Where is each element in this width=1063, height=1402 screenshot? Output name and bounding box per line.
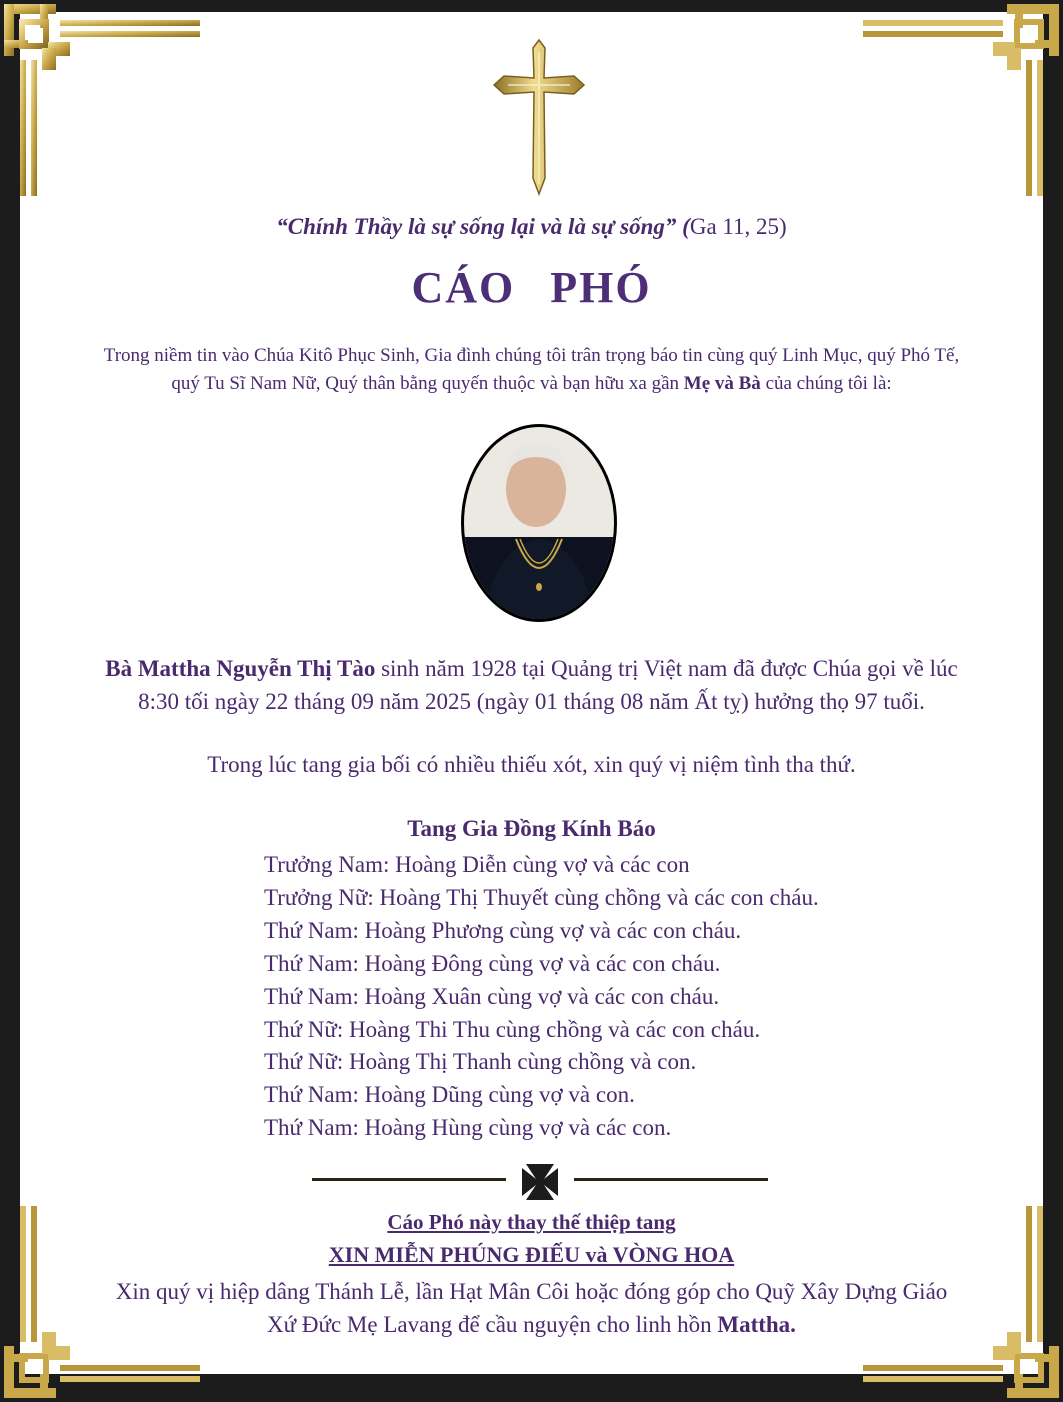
family-heading: Tang Gia Đồng Kính Báo bbox=[407, 816, 656, 841]
closing-line: Xứ Đức Mẹ Lavang để cầu nguyện cho linh hồn Mattha. bbox=[267, 1312, 796, 1337]
family-member: Thứ Nam: Hoàng Dũng cùng vợ và con. bbox=[264, 1082, 635, 1108]
family-member: Thứ Nam: Hoàng Hùng cùng vợ và các con. bbox=[264, 1115, 672, 1141]
family-member: Thứ Nam: Hoàng Phương cùng vợ và các con cháu. bbox=[264, 917, 742, 943]
closing-line: Xin quý vị hiệp dâng Thánh Lễ, lần Hạt Mân Côi hoặc đóng góp cho Quỹ Xây Dựng Giáo bbox=[115, 1279, 948, 1304]
family-member: Thứ Nam: Hoàng Xuân cùng vợ và các con cháu. bbox=[264, 983, 720, 1009]
family-member: Thứ Nam: Hoàng Đông cùng vợ và các con cháu. bbox=[264, 950, 721, 976]
notice-line: XIN MIỄN PHÚNG ĐIẾU và VÒNG HOA bbox=[328, 1242, 735, 1267]
family-member: Trưởng Nữ: Hoàng Thị Thuyết cùng chồng và các con cháu. bbox=[264, 884, 819, 910]
scripture-quote bbox=[40, 214, 1023, 240]
obituary-details bbox=[40, 652, 1023, 718]
bio-line: 8:30 tối ngày 22 tháng 09 năm 2025 (ngày 01 tháng 08 năm Ất tỵ) hưởng thọ 97 tuổi. bbox=[138, 689, 925, 714]
closing-name: Mattha. bbox=[717, 1312, 796, 1337]
page-title: CÁO PHÓ bbox=[411, 263, 652, 312]
quote-reference: Ga 11, 25) bbox=[689, 214, 787, 239]
deceased-name: Bà Mattha Nguyễn Thị Tào bbox=[105, 656, 376, 681]
apology-text: Trong lúc tang gia bối có nhiều thiếu xót, xin quý vị niệm tình tha thứ. bbox=[207, 752, 856, 777]
bio-line: Bà Mattha Nguyễn Thị Tào sinh năm 1928 tại Quảng trị Việt nam đã được Chúa gọi về lúc bbox=[105, 656, 958, 681]
maltese-cross-icon bbox=[522, 1164, 558, 1200]
closing-paragraph bbox=[40, 1275, 1023, 1341]
intro-paragraph bbox=[40, 342, 1023, 398]
intro-highlight: Mẹ và Bà bbox=[683, 373, 761, 394]
latin-cross-icon bbox=[492, 38, 586, 196]
family-member: Trưởng Nam: Hoàng Diễn cùng vợ và các con bbox=[264, 852, 690, 877]
cross-divider bbox=[312, 1162, 768, 1202]
family-member: Thứ Nữ: Hoàng Thị Thanh cùng chồng và con. bbox=[264, 1049, 697, 1075]
family-member: Thứ Nữ: Hoàng Thi Thu cùng chồng và các con cháu. bbox=[264, 1016, 761, 1042]
gold-corner-ornament bbox=[853, 0, 1063, 210]
quote-text: “Chính Thầy là sự sống lại và là sự sống” ( bbox=[276, 214, 690, 239]
intro-line: Trong niềm tin vào Chúa Kitô Phục Sinh, Gia đình chúng tôi trân trọng báo tin cùng quý Linh Mục, quý Phó Tế, bbox=[103, 345, 960, 366]
portrait-photo bbox=[461, 424, 617, 622]
intro-line: quý Tu Sĩ Nam Nữ, Quý thân bằng quyến thuộc và bạn hữu xa gần Mẹ và Bà của chúng tôi là: bbox=[171, 373, 892, 394]
notice-line: Cáo Phó này thay thế thiệp tang bbox=[387, 1210, 676, 1234]
family-list bbox=[264, 849, 964, 1145]
gold-corner-ornament bbox=[0, 0, 210, 210]
